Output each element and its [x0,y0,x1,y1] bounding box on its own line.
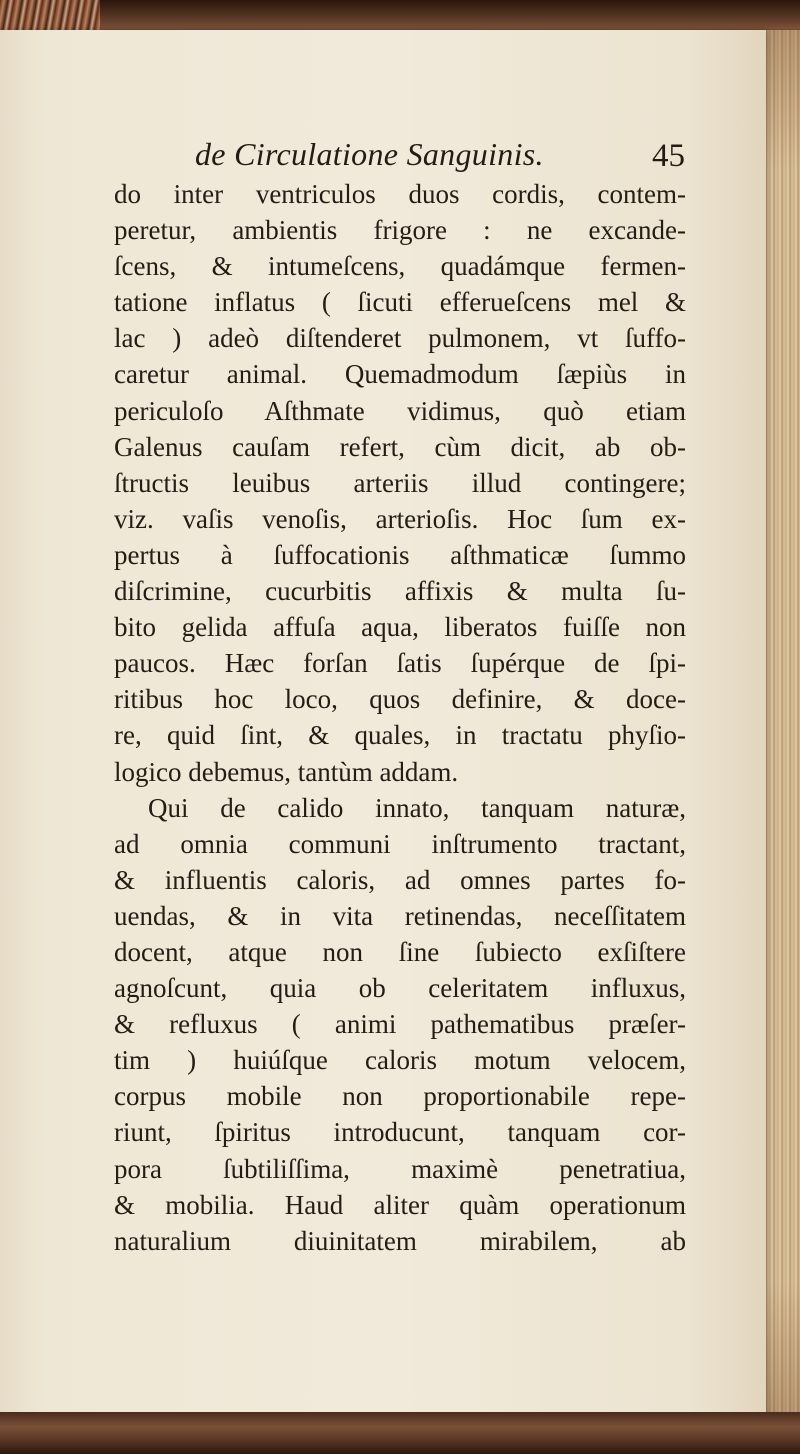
text-line: & influentis caloris, ad omnes partes fo- [114,864,686,895]
text-line: ritibus hoc loco, quos definire, & doce- [114,684,686,715]
body-text [114,176,686,1259]
running-head-title: de Circulatione Sanguinis. [195,136,544,172]
text-line: corpus mobile non proportionabile repe- [114,1081,686,1112]
text-line: caretur animal. Quemadmodum ſæpiùs in [114,359,686,390]
text-line: Galenus cauſam refert, cùm dicit, ab ob- [114,431,686,462]
paragraph-start-line: Qui de calido innato, tanquam naturæ, [148,792,686,823]
text-line: uendas, & in vita retinendas, neceſſitatem [114,900,686,931]
text-line: agnoſcunt, quia ob celeritatem influxus, [114,973,686,1004]
text-line: pora ſubtiliſſima, maximè penetratiua, [114,1153,686,1184]
page-number: 45 [652,138,685,174]
page-edges [760,30,800,1422]
text-line: naturalium diuinitatem mirabilem, ab [114,1225,686,1256]
text-line: & refluxus ( animi pathematibus præſer- [114,1009,686,1040]
text-line: riunt, ſpiritus introducunt, tanquam cor- [114,1117,686,1148]
text-line: lac ) adeò diſtenderet pulmonem, vt ſuffo- [114,323,686,354]
text-line: viz. vaſis venoſis, arterioſis. Hoc ſum ex- [114,503,686,534]
text-line: tatione inflatus ( ſicuti efferueſcens mel & [114,287,686,318]
text-line: re, quid ſint, & quales, in tractatu phyſio- [114,720,686,751]
text-line: periculoſo Aſthmate vidimus, quò etiam [114,395,686,426]
text-line: paucos. Hæc forſan ſatis ſupérque de ſpi- [114,648,686,679]
text-line: do inter ventriculos duos cordis, contem- [114,179,686,209]
text-line: ſcens, & intumeſcens, quadámque fermen- [114,251,686,282]
text-line: diſcrimine, cucurbitis affixis & multa ſu- [114,576,686,607]
text-line: & mobilia. Haud aliter quàm operationum [114,1189,686,1220]
paragraph-end-line: logico debemus, tantùm addam. [114,756,459,787]
text-line: docent, atque non ſine ſubiecto exſiſtere [114,936,686,967]
text-line: peretur, ambientis frigore : ne excande- [114,215,686,246]
text-line: bito gelida affuſa aqua, liberatos fuiſſe non [114,612,686,643]
text-line: pertus à ſuffocationis aſthmaticæ ſummo [114,539,686,570]
book-binding-bottom [0,1412,800,1454]
text-line: ad omnia communi inſtrumento tractant, [114,828,686,859]
text-line: tim ) huiúſque caloris motum velocem, [114,1045,686,1076]
text-line: ſtructis leuibus arteriis illud contingere; [114,467,686,498]
